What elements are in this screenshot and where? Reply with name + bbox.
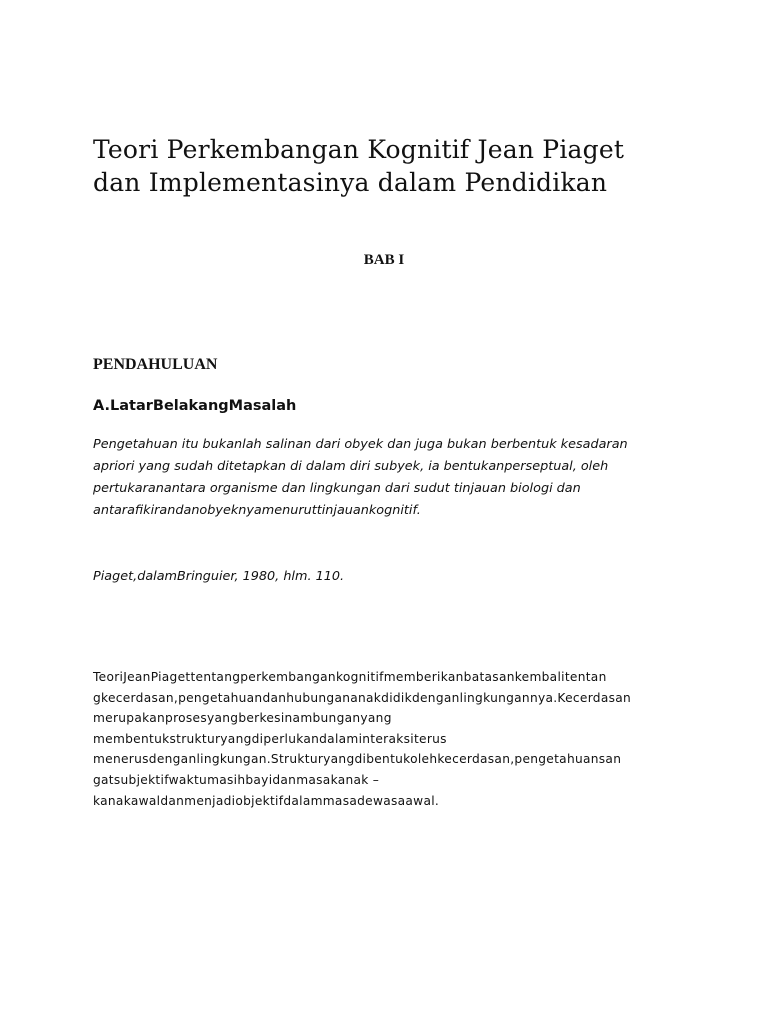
- quote-line: antarafikirandanobyeknyamenuruttinjauankognitif.: [93, 503, 421, 518]
- title-line: Teori Perkembangan Kognitif Jean Piaget: [93, 135, 625, 164]
- subsection-heading: A.LatarBelakangMasalah: [93, 398, 297, 414]
- quote-line: pertukaranantara organisme dan lingkungan dari sudut tinjauan biologi dan: [93, 481, 581, 496]
- body-line: kanakawaldanmenjadiobjektifdalammasadewasaawal.: [93, 793, 440, 808]
- opening-quote: [93, 434, 693, 522]
- body-paragraph: [93, 667, 693, 811]
- document-title: [93, 133, 693, 199]
- body-line: merupakanprosesyangberkesinambunganyang: [93, 711, 392, 726]
- title-line: dan Implementasinya dalam Pendidikan: [93, 168, 608, 197]
- body-line: membentukstrukturyangdiperlukandalaminteraksiterus: [93, 731, 447, 746]
- quote-citation: Piaget,dalamBringuier, 1980, hlm. 110.: [93, 569, 345, 584]
- body-line: gatsubjektifwaktumasihbayidanmasakanak –: [93, 772, 380, 787]
- chapter-label: BAB I: [363, 252, 405, 268]
- quote-line: Pengetahuan itu bukanlah salinan dari obyek dan juga bukan berbentuk kesadaran: [93, 437, 628, 452]
- body-line: gkecerdasan,pengetahuandanhubungananakdidikdenganlingkungannya.Kecerdasan: [93, 690, 632, 705]
- body-line: menerusdenganlingkungan.Strukturyangdibentukolehkecerdasan,pengetahuansan: [93, 752, 622, 767]
- quote-line: apriori yang sudah ditetapkan di dalam diri subyek, ia bentukanperseptual, oleh: [93, 459, 609, 474]
- body-line: TeoriJeanPiagettentangperkembangankognitifmemberikanbatasankembalitentan: [93, 670, 607, 684]
- section-heading: PENDAHULUAN: [93, 356, 218, 373]
